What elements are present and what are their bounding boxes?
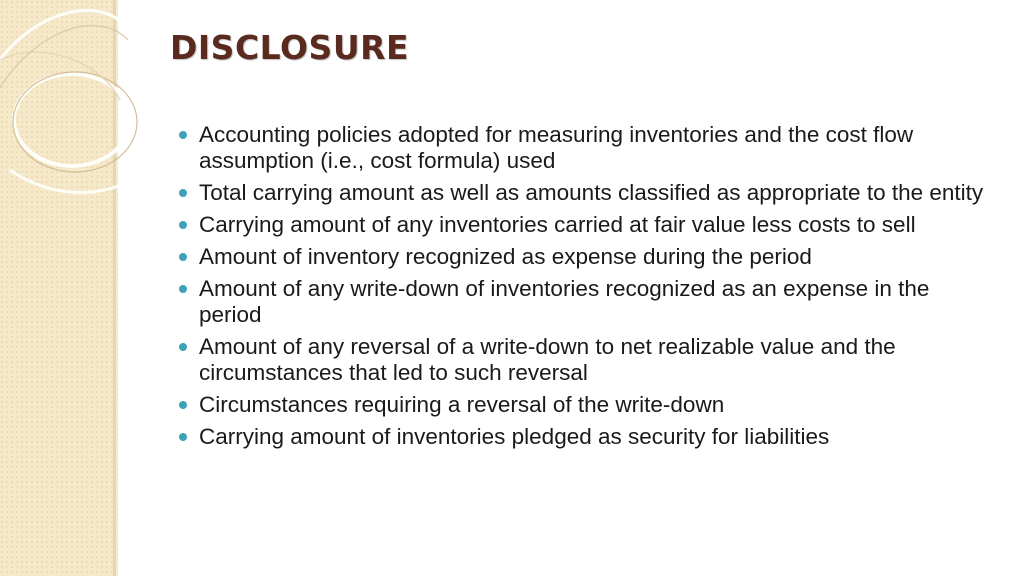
bullet-item <box>181 244 991 270</box>
bullet-dot-icon <box>179 343 187 351</box>
bullet-dot-icon <box>179 253 187 261</box>
bullet-text: Amount of any write-down of inventories recognized as an expense in the period <box>199 276 930 327</box>
bullet-text: Circumstances requiring a reversal of the write-down <box>199 392 725 417</box>
bullet-text: Amount of inventory recognized as expense during the period <box>199 244 812 269</box>
bullet-item <box>181 212 991 238</box>
bullet-item <box>181 424 991 450</box>
bullet-list <box>181 122 991 456</box>
bullet-text: Total carrying amount as well as amounts classified as appropriate to the entity <box>199 180 984 205</box>
bullet-text: Carrying amount of any inventories carried at fair value less costs to sell <box>199 212 916 237</box>
bullet-dot-icon <box>179 131 187 139</box>
bullet-dot-icon <box>179 221 187 229</box>
bullet-dot-icon <box>179 401 187 409</box>
bullet-item <box>181 180 991 206</box>
bullet-text: Carrying amount of inventories pledged as security for liabilities <box>199 424 830 449</box>
bullet-text: Accounting policies adopted for measuring inventories and the cost flow assumption (i.e., cost formula) used <box>199 122 914 173</box>
bullet-item <box>181 334 991 386</box>
bullet-dot-icon <box>179 285 187 293</box>
slide-title: DISCLOSURE <box>170 28 410 67</box>
bullet-item <box>181 276 991 328</box>
bullet-item <box>181 122 991 174</box>
bullet-item <box>181 392 991 418</box>
bullet-dot-icon <box>179 189 187 197</box>
bullet-dot-icon <box>179 433 187 441</box>
bullet-text: Amount of any reversal of a write-down to net realizable value and the circumstances that led to such reversal <box>199 334 896 385</box>
